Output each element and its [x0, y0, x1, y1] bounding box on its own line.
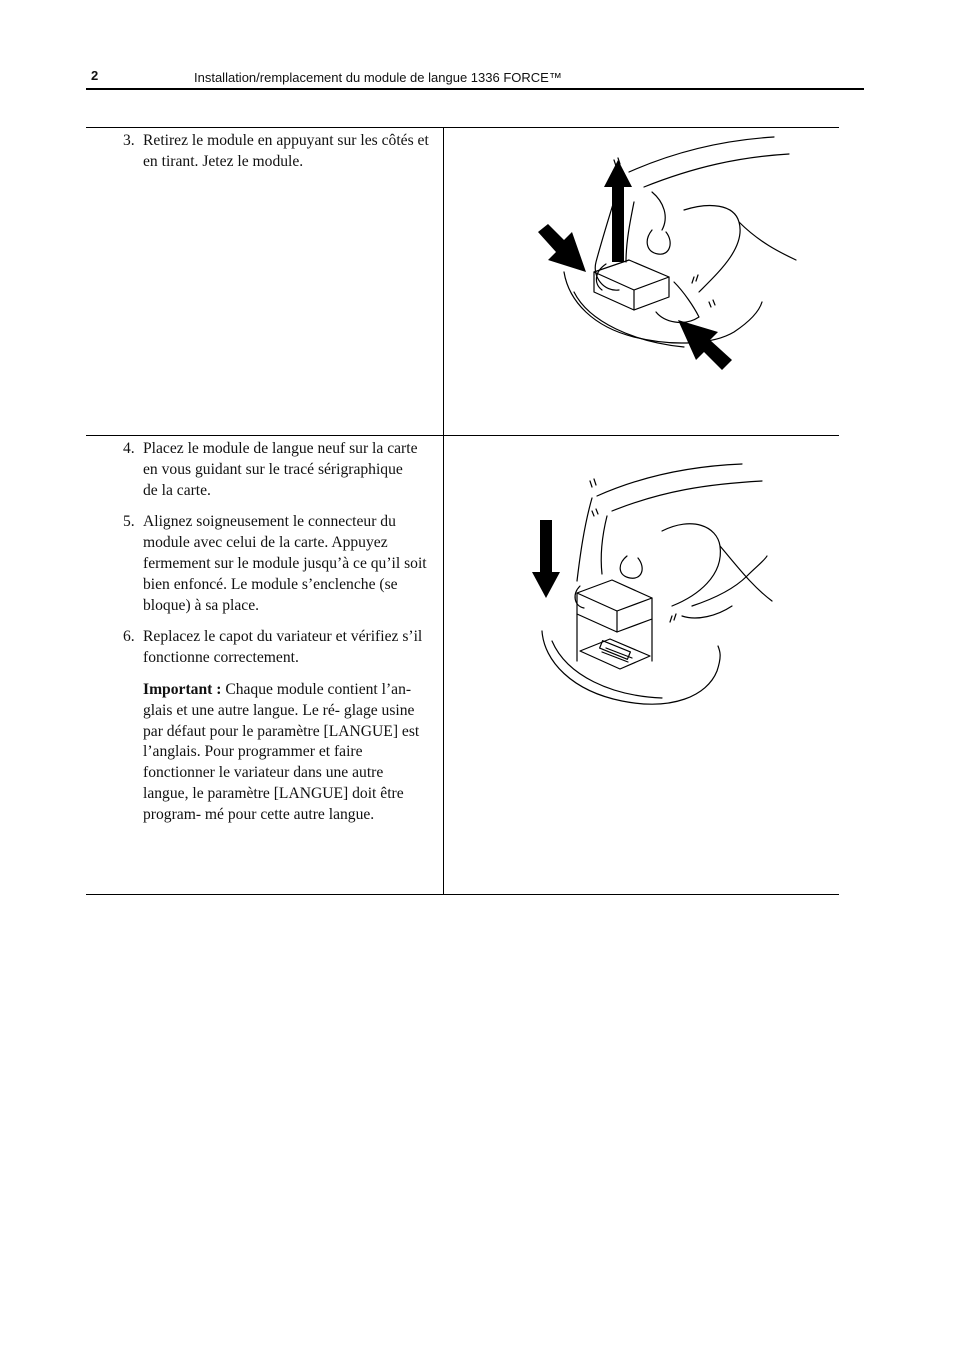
insert-module-illustration: [532, 456, 832, 726]
page-number: 2: [91, 68, 99, 83]
step-number: 4.: [123, 440, 135, 457]
step-text-line: Placez le module de langue neuf sur la carte en vous guidant sur le tracé sérigraphique: [143, 440, 418, 478]
figure-cell: [444, 436, 839, 894]
step-4: [123, 439, 431, 501]
instruction-text-cell: [86, 128, 444, 435]
running-header-title: Installation/remplacement du module de langue 1336 FORCE™: [194, 70, 562, 85]
step-number: 5.: [123, 513, 135, 531]
instruction-row-install: [86, 435, 839, 895]
step-text: [143, 439, 431, 501]
instruction-text-cell: [86, 436, 444, 894]
step-5: [123, 512, 431, 616]
instruction-row-remove: [86, 127, 839, 435]
figure-cell: [444, 128, 839, 435]
step-text: Alignez soigneusement le connecteur du module avec celui de la carte. Appuyez fermement sur le module jusqu’à ce qu’il soit bien enfoncé. Le module s’enclenche (se bloque) à sa place.: [143, 513, 427, 614]
step-3: [123, 131, 431, 173]
important-text: Chaque module contient l’an- glais et une autre langue. Le ré- glage usine par défaut pour le paramètre [LANGUE] est l’anglais. Pour programmer et faire fonctionner le variateur dans une autre langue, le paramètre [LANGUE] doit être program- mé pour cette autre langue.: [143, 680, 420, 823]
important-label: Important :: [143, 680, 222, 698]
step-text-line: de la carte.: [143, 481, 211, 499]
step-text: Replacez le capot du variateur et vérifiez s’il fonctionne correctement.: [143, 628, 423, 667]
header-rule: [86, 88, 864, 90]
step-6: [123, 627, 431, 669]
instruction-table: [86, 127, 839, 895]
step-number: 6.: [123, 628, 135, 646]
step-number: 3.: [123, 132, 135, 149]
important-note: [143, 680, 431, 826]
remove-module-illustration: [534, 132, 834, 372]
step-text: Retirez le module en appuyant sur les côtés et en tirant. Jetez le module.: [143, 132, 429, 170]
